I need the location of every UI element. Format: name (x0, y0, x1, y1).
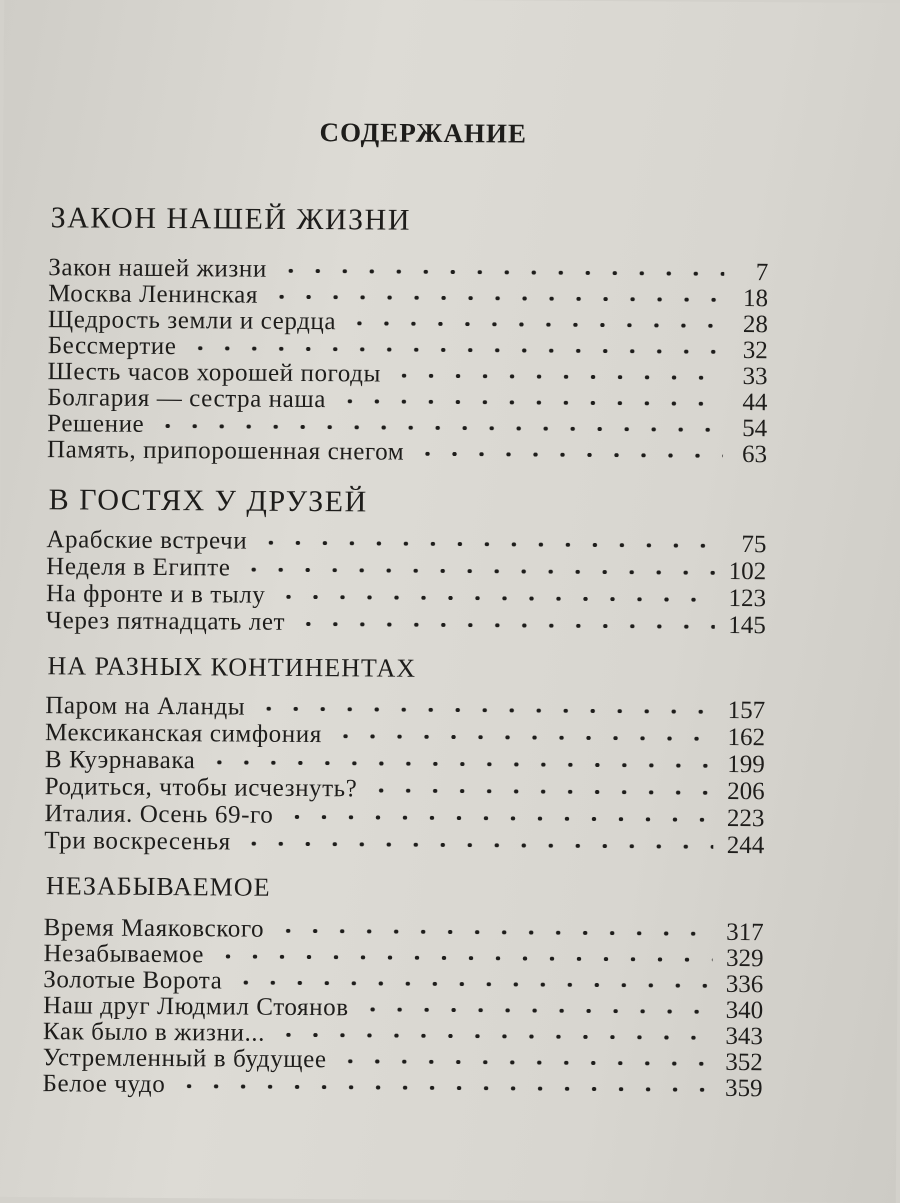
dot-leader (175, 1084, 711, 1092)
section-heading: В ГОСТЯХ У ДРУЗЕЙ (48, 483, 368, 519)
dot-leader (205, 760, 713, 768)
toc-entry (44, 828, 764, 858)
toc-entry-page: 63 (741, 441, 768, 469)
toc-entry-page: 343 (725, 1022, 764, 1051)
dot-leader (257, 541, 722, 548)
toc-entry (47, 437, 767, 467)
toc-entry (43, 1071, 763, 1101)
toc-entry-title: Родиться, чтобы исчезнуть? (44, 773, 358, 803)
dot-leader (359, 1007, 712, 1013)
toc-entry-title: Белое чудо (42, 1070, 166, 1099)
toc-entry-page: 157 (727, 696, 766, 725)
toc-entry-title: Шесть часов хорошей погоды (47, 358, 382, 388)
toc-entry-title: Через пятнадцать лет (45, 607, 286, 636)
toc-entry (46, 608, 766, 638)
toc-entry-page: 336 (725, 970, 764, 999)
toc-entry-page: 206 (727, 777, 765, 806)
toc-entry (44, 801, 764, 831)
dot-leader (414, 452, 723, 458)
toc-entry-title: Время Маяковского (43, 914, 265, 943)
toc-entry-title: Как было в жизни... (42, 1018, 266, 1047)
toc-entry-title: Устремленный в будущее (42, 1044, 327, 1074)
toc-entry (46, 581, 766, 611)
toc-entry-title: Три воскресенья (44, 827, 231, 856)
dot-leader (240, 568, 714, 575)
toc-entry-title: На фронте и в тылу (45, 580, 266, 609)
toc-entry-title: В Куэрнавака (44, 746, 196, 775)
toc-entry-title: Наш друг Людмил Стоянов (43, 992, 349, 1022)
toc-entry-title: Неделя в Египте (46, 553, 231, 582)
dot-leader (346, 321, 724, 328)
dot-leader (255, 707, 714, 714)
section-heading: НА РАЗНЫХ КОНТИНЕНТАХ (47, 651, 417, 683)
toc-entry-title: Москва Ленинская (48, 280, 259, 309)
toc-entry-page: 75 (741, 531, 767, 559)
toc-entry-page: 359 (725, 1074, 763, 1103)
toc-entry-page: 18 (743, 285, 769, 313)
toc-entry-title: Золотые Ворота (43, 966, 223, 995)
toc-entry-page: 244 (726, 831, 765, 860)
dot-leader (337, 1059, 712, 1066)
toc-entry-title: Паром на Аланды (45, 692, 246, 721)
dot-leader (275, 595, 714, 602)
toc-entry-page: 32 (742, 337, 768, 365)
dot-leader (277, 269, 724, 276)
dot-leader (283, 815, 713, 822)
dot-leader (295, 622, 714, 629)
page-title: СОДЕРЖАНИЕ (319, 117, 528, 149)
toc-entry-page: 329 (725, 944, 764, 973)
dot-leader (332, 734, 714, 741)
toc-entry-page: 145 (728, 611, 766, 640)
toc-entry-title: Память, припорошенная снегом (46, 436, 405, 466)
toc-entry (46, 554, 766, 584)
toc-entry-title: Мексиканская симфония (44, 719, 322, 749)
toc-entry-title: Решение (47, 410, 145, 438)
dot-leader (274, 929, 712, 936)
dot-leader (367, 788, 713, 794)
toc-entry-title: Италия. Осень 69-го (44, 800, 274, 829)
dot-leader (214, 954, 712, 961)
section-heading: НЕЗАБЫВАЕМОЕ (45, 871, 271, 902)
toc-entry (45, 747, 765, 777)
toc-entry (47, 385, 767, 415)
dot-leader (336, 399, 723, 406)
dot-leader (391, 374, 724, 380)
toc-entry-page: 340 (725, 996, 764, 1025)
toc-entry-page: 223 (726, 804, 765, 833)
toc-entry (45, 693, 765, 723)
toc-entry-title: Арабские встречи (46, 526, 248, 555)
toc-entry-page: 162 (727, 723, 766, 752)
toc-entry-title: Щедрость земли и сердца (47, 306, 337, 336)
dot-leader (241, 842, 713, 849)
dot-leader (187, 346, 724, 354)
toc-entry-page: 352 (725, 1048, 763, 1077)
toc-entry-page: 28 (742, 311, 769, 339)
toc-entry-page: 317 (726, 918, 764, 947)
toc-entry-page: 44 (742, 389, 768, 417)
toc-entry-page: 102 (728, 557, 767, 586)
toc-entry-title: Болгария — сестра наша (47, 384, 327, 414)
section-heading: ЗАКОН НАШЕЙ ЖИЗНИ (50, 201, 412, 237)
toc-entry-title: Закон нашей жизни (48, 254, 267, 283)
toc-entry-page: 33 (742, 363, 768, 391)
dot-leader (154, 424, 723, 432)
dot-leader (275, 1033, 711, 1040)
toc-entry (45, 774, 765, 804)
toc-entry-title: Бессмертие (47, 332, 177, 361)
toc-entry-title: Незабываемое (43, 940, 205, 969)
toc-entry-page: 123 (728, 584, 767, 613)
toc-entry (46, 527, 766, 557)
toc-entry-page: 54 (742, 415, 768, 443)
toc-entry-page: 7 (755, 259, 769, 287)
toc-entry-page: 199 (727, 750, 765, 779)
toc-entry (45, 720, 765, 750)
dot-leader (232, 980, 712, 987)
dot-leader (268, 295, 724, 302)
